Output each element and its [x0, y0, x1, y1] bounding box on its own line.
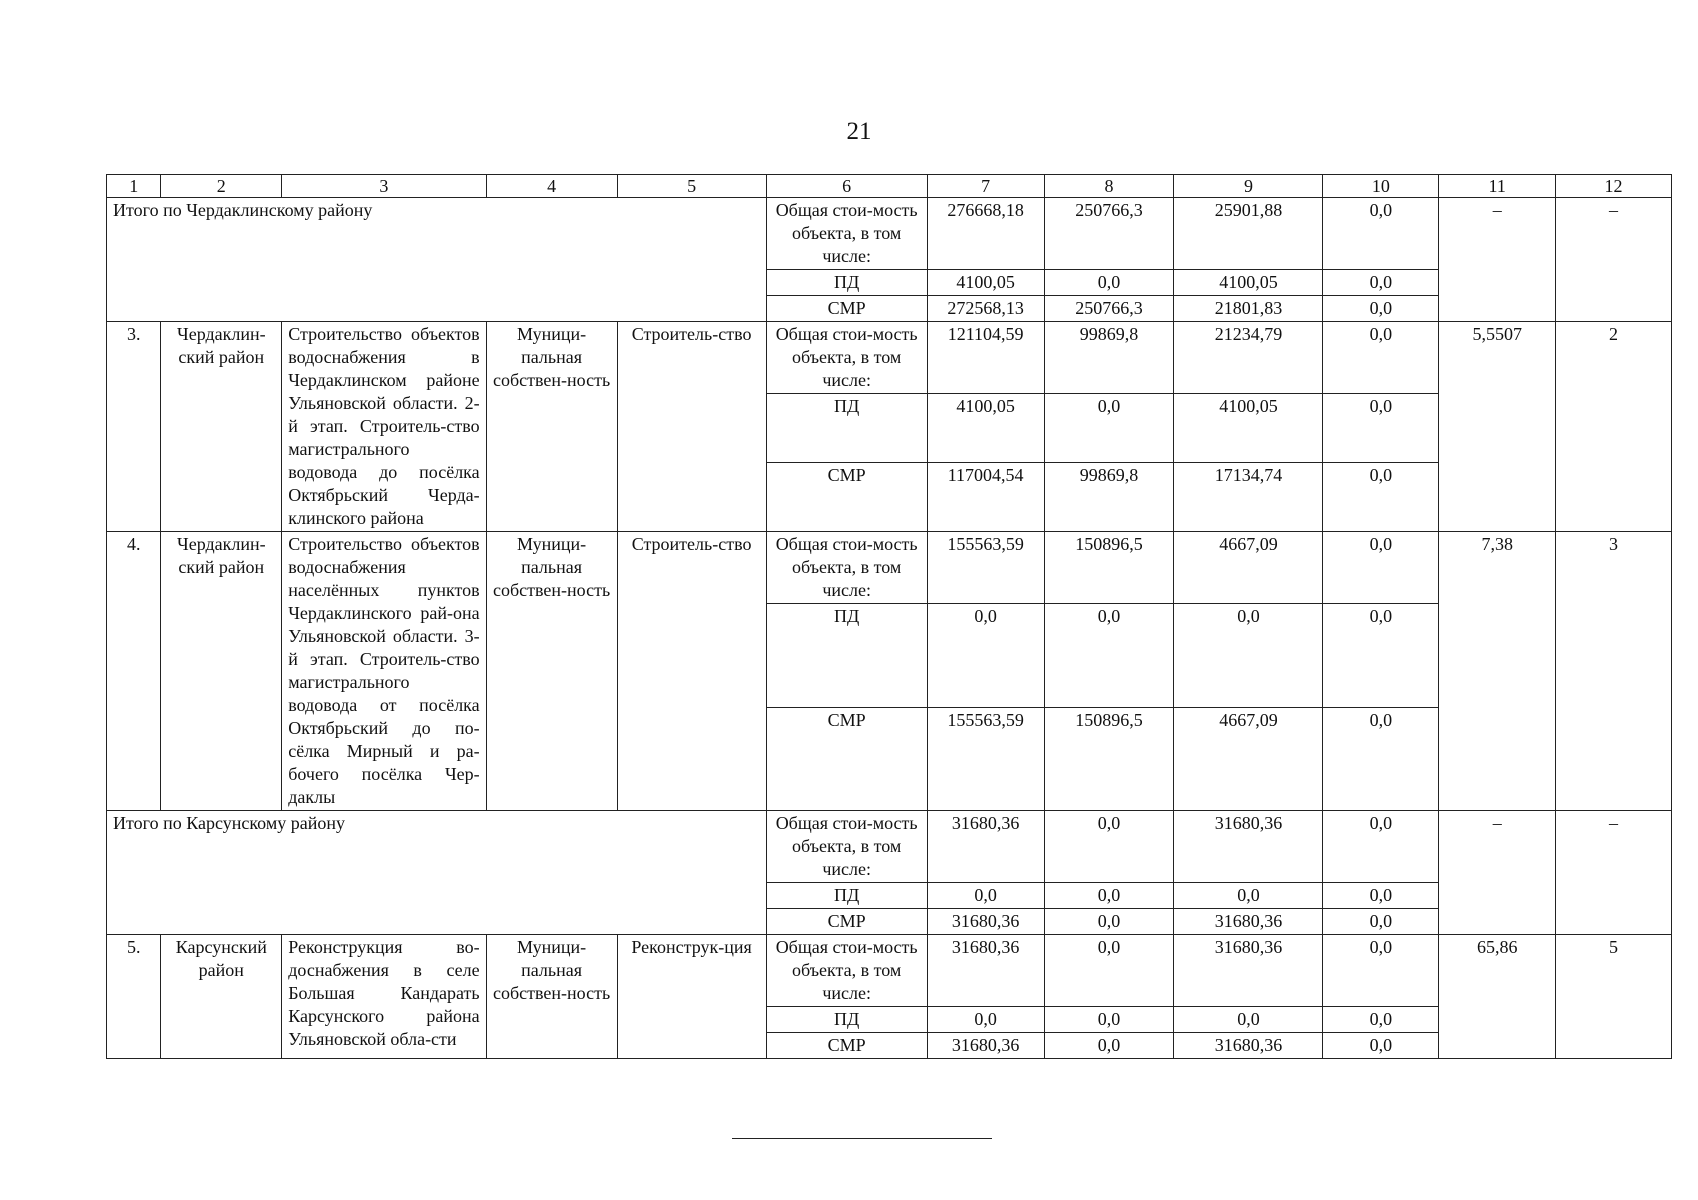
value-pd-col7: 0,0 — [927, 1007, 1044, 1033]
column-number-10: 10 — [1323, 175, 1439, 198]
value-pd-col9: 0,0 — [1174, 1007, 1323, 1033]
item-number: 4. — [107, 532, 161, 811]
col12-value: – — [1556, 198, 1672, 322]
column-number-5: 5 — [617, 175, 766, 198]
cost-label-total: Общая стои-мость объекта, в том числе: — [766, 322, 927, 394]
value-all-col7: 121104,59 — [927, 322, 1044, 394]
value-smr-col7: 117004,54 — [927, 463, 1044, 532]
item-row — [107, 935, 1672, 1007]
value-all-col10: 0,0 — [1323, 532, 1439, 604]
value-all-col9: 4667,09 — [1174, 532, 1323, 604]
cost-label-pd: ПД — [766, 883, 927, 909]
value-smr-col7: 31680,36 — [927, 1033, 1044, 1059]
district-name: Чердаклин-ский район — [161, 322, 282, 532]
col11-value: 7,38 — [1439, 532, 1556, 811]
value-pd-col10: 0,0 — [1323, 1007, 1439, 1033]
value-smr-col8: 250766,3 — [1044, 296, 1174, 322]
value-smr-col7: 31680,36 — [927, 909, 1044, 935]
value-all-col8: 0,0 — [1044, 811, 1174, 883]
value-all-col10: 0,0 — [1323, 322, 1439, 394]
col12-value: – — [1556, 811, 1672, 935]
project-description: Реконструкция во-доснабжения в селе Большая Кандарать Карсунского района Ульяновской обла-сти — [282, 935, 486, 1059]
item-row — [107, 532, 1672, 604]
cost-label-smr: СМР — [766, 909, 927, 935]
section-total-row — [107, 811, 1672, 883]
value-all-col10: 0,0 — [1323, 935, 1439, 1007]
cost-label-smr: СМР — [766, 296, 927, 322]
value-pd-col7: 4100,05 — [927, 394, 1044, 463]
value-all-col8: 0,0 — [1044, 935, 1174, 1007]
col11-value: 65,86 — [1439, 935, 1556, 1059]
value-smr-col8: 150896,5 — [1044, 707, 1174, 811]
value-pd-col8: 0,0 — [1044, 883, 1174, 909]
page-number: 21 — [846, 118, 872, 145]
cost-label-total: Общая стои-мость объекта, в том числе: — [766, 811, 927, 883]
ownership-type: Муници-пальная собствен-ность — [486, 322, 617, 532]
project-description: Строительство объектов водоснабжения в Чердаклинском районе Ульяновской области. 2-й этап. Строитель-ство магистрального водовода до посёлка Октябрьский Черда-клинского района — [282, 322, 486, 532]
cost-label-pd: ПД — [766, 270, 927, 296]
value-smr-col9: 21801,83 — [1174, 296, 1323, 322]
value-smr-col9: 17134,74 — [1174, 463, 1323, 532]
col12-value: 3 — [1556, 532, 1672, 811]
column-number-12: 12 — [1556, 175, 1672, 198]
column-number-7: 7 — [927, 175, 1044, 198]
value-pd-col8: 0,0 — [1044, 1007, 1174, 1033]
value-smr-col7: 272568,13 — [927, 296, 1044, 322]
section-total-label: Итого по Карсунскому району — [107, 811, 767, 935]
column-number-6: 6 — [766, 175, 927, 198]
column-number-1: 1 — [107, 175, 161, 198]
value-all-col9: 31680,36 — [1174, 935, 1323, 1007]
column-number-4: 4 — [486, 175, 617, 198]
ownership-type: Муници-пальная собствен-ность — [486, 532, 617, 811]
value-smr-col9: 31680,36 — [1174, 909, 1323, 935]
value-pd-col8: 0,0 — [1044, 604, 1174, 708]
value-smr-col7: 155563,59 — [927, 707, 1044, 811]
value-pd-col9: 0,0 — [1174, 883, 1323, 909]
value-smr-col10: 0,0 — [1323, 463, 1439, 532]
cost-label-pd: ПД — [766, 394, 927, 463]
col11-value: – — [1439, 198, 1556, 322]
value-all-col8: 150896,5 — [1044, 532, 1174, 604]
item-number: 3. — [107, 322, 161, 532]
value-pd-col9: 4100,05 — [1174, 270, 1323, 296]
value-pd-col7: 4100,05 — [927, 270, 1044, 296]
col12-value: 2 — [1556, 322, 1672, 532]
column-number-11: 11 — [1439, 175, 1556, 198]
cost-label-smr: СМР — [766, 1033, 927, 1059]
value-all-col9: 25901,88 — [1174, 198, 1323, 270]
value-all-col7: 155563,59 — [927, 532, 1044, 604]
cost-label-total: Общая стои-мость объекта, в том числе: — [766, 935, 927, 1007]
value-pd-col7: 0,0 — [927, 604, 1044, 708]
section-total-label: Итого по Чердаклинскому району — [107, 198, 767, 322]
value-all-col9: 31680,36 — [1174, 811, 1323, 883]
value-pd-col10: 0,0 — [1323, 883, 1439, 909]
col12-value: 5 — [1556, 935, 1672, 1059]
cost-label-total: Общая стои-мость объекта, в том числе: — [766, 532, 927, 604]
column-number-8: 8 — [1044, 175, 1174, 198]
column-number-9: 9 — [1174, 175, 1323, 198]
cost-label-smr: СМР — [766, 463, 927, 532]
value-all-col10: 0,0 — [1323, 198, 1439, 270]
value-pd-col10: 0,0 — [1323, 604, 1439, 708]
cost-label-total: Общая стои-мость объекта, в том числе: — [766, 198, 927, 270]
value-all-col10: 0,0 — [1323, 811, 1439, 883]
col11-value: – — [1439, 811, 1556, 935]
investment-table — [106, 174, 1672, 1059]
value-smr-col8: 99869,8 — [1044, 463, 1174, 532]
ownership-type: Муници-пальная собствен-ность — [486, 935, 617, 1059]
value-pd-col10: 0,0 — [1323, 394, 1439, 463]
value-all-col7: 276668,18 — [927, 198, 1044, 270]
col11-value: 5,5507 — [1439, 322, 1556, 532]
work-type: Строитель-ство — [617, 532, 766, 811]
value-smr-col8: 0,0 — [1044, 909, 1174, 935]
column-number-3: 3 — [282, 175, 486, 198]
value-pd-col8: 0,0 — [1044, 270, 1174, 296]
column-number-2: 2 — [161, 175, 282, 198]
cost-label-smr: СМР — [766, 707, 927, 811]
value-pd-col8: 0,0 — [1044, 394, 1174, 463]
value-all-col7: 31680,36 — [927, 811, 1044, 883]
value-smr-col10: 0,0 — [1323, 296, 1439, 322]
project-description: Строительство объектов водоснабжения населённых пунктов Чердаклинского рай-она Ульяновской области. 3-й этап. Строитель-ство магистрального водовода от посёлка Октябрьский до по-сёлка Мирный и ра-бочего посёлка Чер-даклы — [282, 532, 486, 811]
district-name: Карсунский район — [161, 935, 282, 1059]
work-type: Реконструк-ция — [617, 935, 766, 1059]
footer-divider — [732, 1138, 992, 1139]
value-smr-col10: 0,0 — [1323, 909, 1439, 935]
value-pd-col10: 0,0 — [1323, 270, 1439, 296]
work-type: Строитель-ство — [617, 322, 766, 532]
section-total-row — [107, 198, 1672, 270]
value-all-col9: 21234,79 — [1174, 322, 1323, 394]
value-pd-col7: 0,0 — [927, 883, 1044, 909]
value-smr-col8: 0,0 — [1044, 1033, 1174, 1059]
value-pd-col9: 4100,05 — [1174, 394, 1323, 463]
value-pd-col9: 0,0 — [1174, 604, 1323, 708]
value-smr-col9: 4667,09 — [1174, 707, 1323, 811]
value-smr-col10: 0,0 — [1323, 1033, 1439, 1059]
value-smr-col10: 0,0 — [1323, 707, 1439, 811]
value-all-col8: 250766,3 — [1044, 198, 1174, 270]
value-all-col8: 99869,8 — [1044, 322, 1174, 394]
item-row — [107, 322, 1672, 394]
value-smr-col9: 31680,36 — [1174, 1033, 1323, 1059]
value-all-col7: 31680,36 — [927, 935, 1044, 1007]
header-row — [107, 175, 1672, 198]
item-number: 5. — [107, 935, 161, 1059]
cost-label-pd: ПД — [766, 604, 927, 708]
district-name: Чердаклин-ский район — [161, 532, 282, 811]
cost-label-pd: ПД — [766, 1007, 927, 1033]
